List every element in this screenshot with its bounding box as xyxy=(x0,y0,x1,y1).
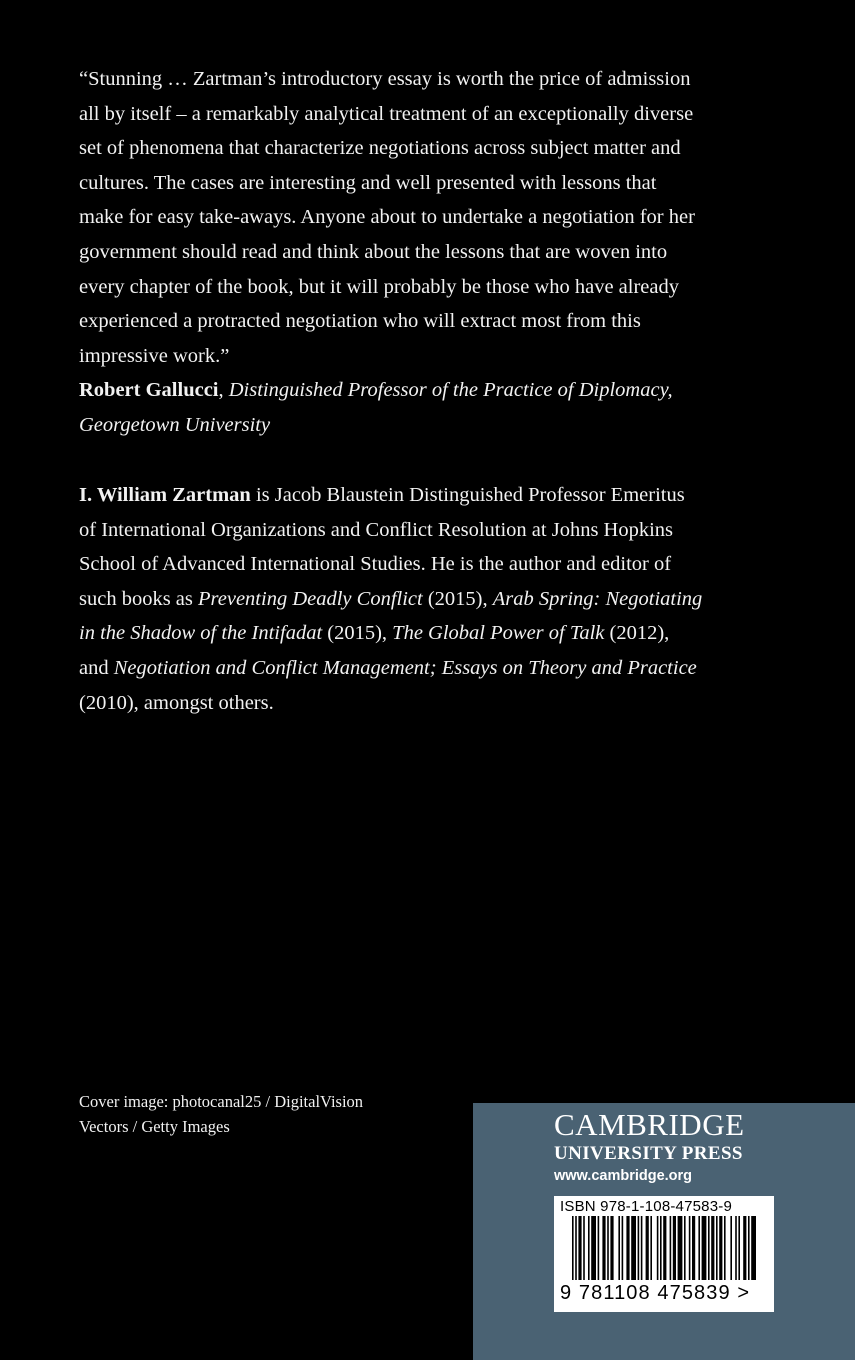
publisher-panel xyxy=(473,1103,855,1360)
bio-text: is Jacob Blaustein Distinguished Professor Emeritus xyxy=(250,484,685,506)
credit-line: Cover image: photocanal25 / DigitalVision xyxy=(79,1092,364,1111)
barcode-bar xyxy=(692,1216,695,1280)
author-bio xyxy=(79,478,769,720)
book-year: (2015), xyxy=(322,622,393,645)
barcode-bar xyxy=(689,1216,691,1280)
book-title: Negotiation and Conflict Management; Essays on Theory and Practice xyxy=(113,656,697,679)
barcode-bar xyxy=(738,1216,740,1280)
barcode-bar xyxy=(626,1216,629,1280)
barcode-bar xyxy=(670,1216,672,1280)
barcode-bar xyxy=(607,1216,609,1280)
attribution-separator: , xyxy=(218,379,229,402)
barcode-bar xyxy=(657,1216,659,1280)
author-name: I. William Zartman xyxy=(79,484,251,506)
barcode-bar xyxy=(743,1216,746,1280)
quote-line: every chapter of the book, but it will probably be those who have already xyxy=(79,275,680,298)
bio-line: (2010), amongst others. xyxy=(79,691,274,714)
barcode-bar xyxy=(730,1216,732,1280)
barcode-bar xyxy=(684,1216,686,1280)
barcode-bar xyxy=(631,1216,636,1280)
barcode-bar xyxy=(588,1216,590,1280)
barcode-bar xyxy=(641,1216,643,1280)
barcode-bar xyxy=(583,1216,585,1280)
barcode-bar xyxy=(663,1216,666,1280)
quote-line: experienced a protracted negotiation who will extract most from this xyxy=(79,310,641,333)
bio-line: School of Advanced International Studies. He is the author and editor of xyxy=(79,553,672,576)
publisher-logo-subname: UNIVERSITY PRESS xyxy=(554,1143,743,1164)
barcode-bar xyxy=(698,1216,700,1280)
barcode-bar xyxy=(575,1216,577,1280)
barcode-bar xyxy=(572,1216,574,1280)
book-year: (2012), xyxy=(604,622,670,645)
quote-line: set of phenomena that characterize negotiations across subject matter and xyxy=(79,137,681,160)
barcode-bar xyxy=(610,1216,613,1280)
barcode-bar xyxy=(578,1216,581,1280)
bio-line xyxy=(79,478,769,513)
barcode-bar xyxy=(618,1216,620,1280)
quote-line: all by itself – a remarkably analytical treatment of an exceptionally diverse xyxy=(79,102,694,125)
barcode-bar xyxy=(678,1216,683,1280)
bio-line: of International Organizations and Conflict Resolution at Johns Hopkins xyxy=(79,518,674,541)
publisher-url: www.cambridge.org xyxy=(554,1168,693,1184)
barcode-bar xyxy=(660,1216,662,1280)
barcode-bar xyxy=(735,1216,737,1280)
quote-line: make for easy take-aways. Anyone about to undertake a negotiation for her xyxy=(79,206,695,229)
book-title: in the Shadow of the Intifadat xyxy=(79,622,323,645)
endorsement-quote xyxy=(79,62,769,443)
book-title: Arab Spring: Negotiating xyxy=(492,587,703,610)
barcode-bar xyxy=(724,1216,726,1280)
book-title: Preventing Deadly Conflict xyxy=(198,587,423,610)
book-year: (2015), xyxy=(422,587,493,610)
barcode-bar xyxy=(622,1216,624,1280)
barcode-bar xyxy=(646,1216,649,1280)
barcode-bar xyxy=(708,1216,710,1280)
quote-line: “Stunning … Zartman’s introductory essay is worth the price of admission xyxy=(79,68,691,90)
bio-text: such books as xyxy=(79,587,199,610)
barcode-bar xyxy=(702,1216,707,1280)
barcode-bar xyxy=(673,1216,676,1280)
barcode-bar xyxy=(598,1216,600,1280)
credit-line: Vectors / Getty Images xyxy=(79,1117,230,1136)
isbn-barcode xyxy=(554,1196,774,1312)
barcode-bar xyxy=(751,1216,756,1280)
barcode-bar xyxy=(748,1216,750,1280)
bio-line xyxy=(79,651,769,686)
barcode-bar xyxy=(650,1216,652,1280)
quote-line: impressive work.” xyxy=(79,344,230,367)
bio-line xyxy=(79,582,769,617)
quote-line: government should read and think about the lessons that are woven into xyxy=(79,240,668,263)
book-title: The Global Power of Talk xyxy=(392,622,605,645)
barcode-bar xyxy=(591,1216,596,1280)
barcode-digits: 9 781108 475839 > xyxy=(560,1282,751,1304)
barcode-bar xyxy=(716,1216,718,1280)
attribution-name: Robert Gallucci xyxy=(79,379,219,402)
quote-attribution xyxy=(79,373,769,408)
cover-image-credit xyxy=(79,1089,363,1139)
barcode-bar xyxy=(719,1216,722,1280)
attribution-title: Distinguished Professor of the Practice of Diplomacy, xyxy=(228,379,673,402)
barcode-bar xyxy=(602,1216,605,1280)
bio-line xyxy=(79,616,769,651)
isbn-label: ISBN 978-1-108-47583-9 xyxy=(560,1198,733,1215)
barcode-bars-icon xyxy=(554,1216,774,1288)
bio-text: and xyxy=(79,656,114,679)
barcode-bar xyxy=(638,1216,640,1280)
barcode-bar xyxy=(711,1216,714,1280)
attribution-affiliation: Georgetown University xyxy=(79,413,271,436)
publisher-logo-name: CAMBRIDGE xyxy=(554,1107,745,1142)
quote-line: cultures. The cases are interesting and well presented with lessons that xyxy=(79,171,657,194)
